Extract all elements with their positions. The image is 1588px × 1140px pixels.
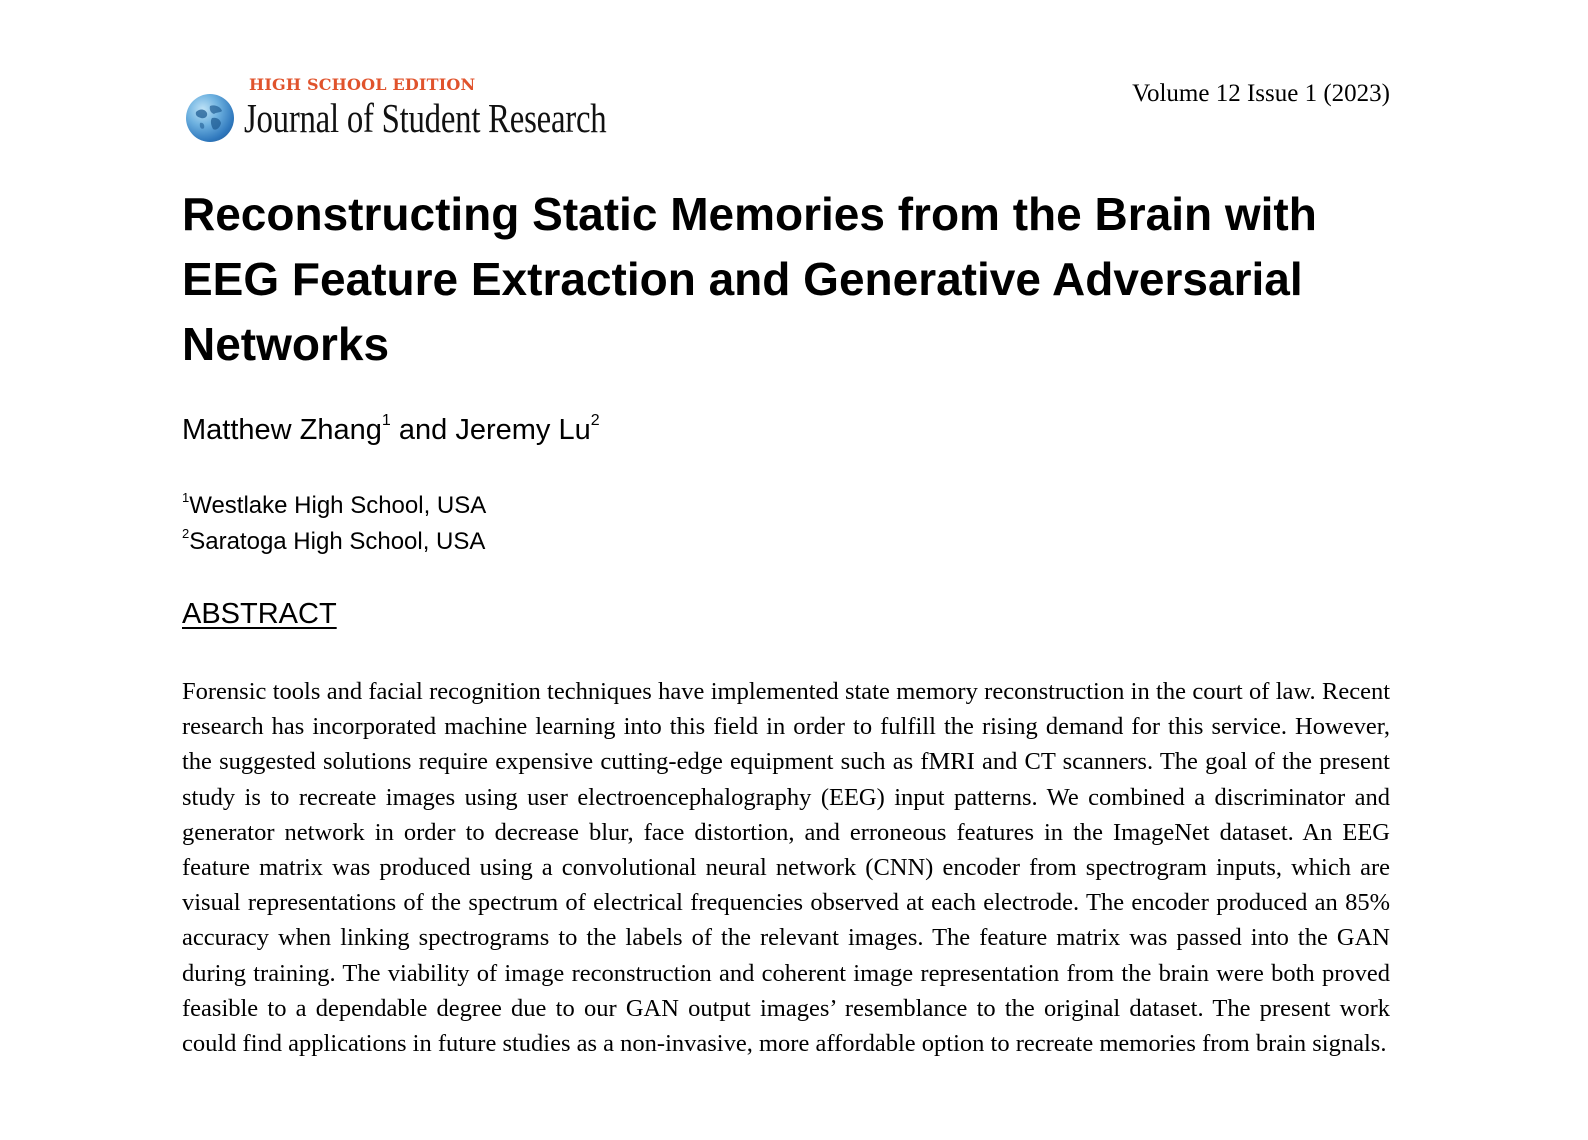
author-affiliation-marker: 2 — [590, 412, 600, 429]
paper-title: Reconstructing Static Memories from the Brain with EEG Feature Extraction and Generative Adversarial Networks — [182, 188, 1317, 370]
abstract-heading: ABSTRACT — [182, 598, 337, 630]
page-header — [185, 72, 1390, 152]
affiliation-marker: 2 — [182, 526, 190, 541]
affiliation-name: Westlake High School, USA — [189, 492, 487, 519]
author-name: Matthew Zhang — [182, 414, 382, 446]
author-name: Jeremy Lu — [455, 414, 591, 446]
abstract-text: Forensic tools and facial recognition techniques have implemented state memory reconstruction in the court of law. Recent research has incorporated machine learning into this field in order to fulfill the rising demand for this service. However, the suggested solutions require expensive cutting-edge equipment such as fMRI and CT scanners. The goal of the present study is to recreate images using user electroencephalography (EEG) input patterns. We combined a discriminator and generator network in order to decrease blur, face distortion, and erroneous features in the ImageNet dataset. An EEG feature matrix was produced using a convolutional neural network (CNN) encoder from spectrogram inputs, which are visual representations of the spectrum of electrical frequencies observed at each electrode. The encoder produced an 85% accuracy when linking spectrograms to the labels of the relevant images. The feature matrix was passed into the GAN during training. The viability of image reconstruction and coherent image representation from the brain were both proved feasible to a dependable degree due to our GAN output images’ resemblance to the original dataset. The present work could find applications in future studies as a non-invasive, more affordable option to recreate memories from brain signals. — [182, 678, 1390, 1058]
affiliation-marker: 1 — [182, 490, 190, 505]
affiliation-name: Saratoga High School, USA — [189, 528, 486, 555]
edition-label: HIGH SCHOOL EDITION — [249, 75, 476, 94]
journal-logo — [185, 72, 605, 152]
author-line — [182, 414, 600, 447]
author-conjunction: and — [398, 414, 448, 446]
volume-issue: Volume 12 Issue 1 (2023) — [1132, 80, 1390, 107]
author-affiliation-marker: 1 — [381, 412, 391, 429]
journal-name: Journal of Student Research — [244, 95, 607, 141]
affiliation — [182, 528, 485, 556]
globe-icon — [186, 94, 234, 142]
affiliation — [182, 492, 486, 520]
